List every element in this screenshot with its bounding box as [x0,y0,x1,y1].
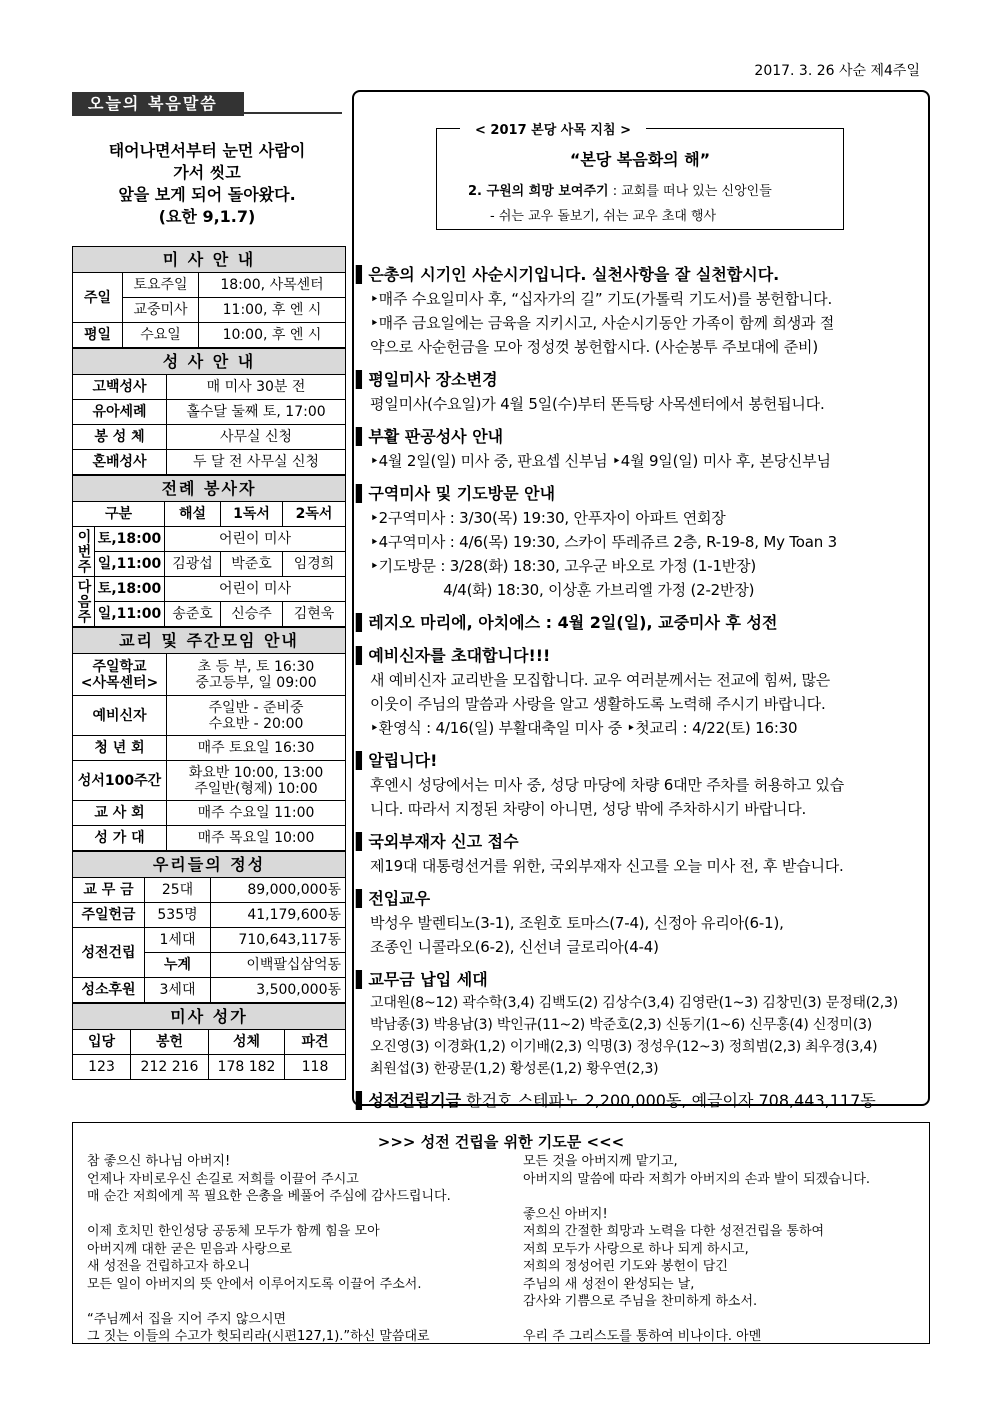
server-value: 김현욱 [283,602,346,627]
notice-heading: ▌ 국외부재자 신고 접수 [356,829,928,854]
tithe-line: 오진영(3) 이경화(1,2) 이기배(2,3) 익명(3) 정성우(12~3) 정희범(2,3) 최우경(3,4) [370,1039,878,1055]
notice-heading: ▌ 은총의 시기인 사순시기입니다. 실천사항을 잘 실천합시다. [356,262,928,287]
pastoral-guide-line [468,180,772,199]
sacrament-name: 유아세례 [73,400,167,425]
prayer-line [87,1293,517,1311]
education-value-line: 화요반 10:00, 13:00 [188,764,324,781]
prayer-line: 저희 모두가 사랑으로 하나 되게 하시고, [523,1241,749,1257]
education-name: 예비신자 [73,696,167,736]
education-value: 매주 수요일 11:00 [167,801,346,826]
prayer-line: 모든 일이 아버지의 뜻 안에서 이루어지도록 이끌어 주소서. [87,1276,422,1292]
mass-time: 18:00, 사목센터 [199,273,346,298]
prayer-line: 아버지의 말씀에 따라 저희가 아버지의 손과 발이 되겠습니다. [523,1171,871,1187]
pastoral-guide-main: “본당 복음화의 해” [569,150,711,169]
education-value-line: 중고등부, 일 09:00 [195,674,317,691]
notice-heading: ▌ 평일미사 장소변경 [356,367,928,392]
server-value: 임경희 [283,552,346,577]
mass-time: 11:00, 후 엔 시 [199,298,346,323]
notice-heading: ▌ 구역미사 및 기도방문 안내 [356,481,928,506]
prayer-line: 주님의 새 성전이 완성되는 날, [523,1276,695,1292]
sacraments-table [72,374,346,475]
building-fund-heading: 성전건립기금 [368,1091,462,1110]
education-table [72,653,346,851]
prayer-line: 감사와 기쁨으로 주님을 찬미하게 하소서. [523,1294,758,1309]
servers-table [72,501,346,627]
offering-amount: 710,643,117동 [211,928,346,953]
server-slot: 일,11:00 [95,552,165,577]
notice-line: 새 예비신자 교리반을 모집합니다. 교우 여러분께서는 전교에 힘써, 많은 [370,671,831,689]
notice-line: ‣4월 2일(일) 미사 중, 판요셉 신부님 ‣4월 9일(일) 미사 후, 본당신부님 [370,452,831,470]
prayer-title: >>> 성전 건립을 위한 기도문 <<< [377,1133,625,1151]
notice-line: ‣2구역미사 : 3/30(목) 19:30, 안푸자이 아파트 연회장 [370,509,726,527]
pastoral-guide-title: < 2017 본당 사목 지침 > [460,119,646,138]
offering-amount: 3,500,000동 [211,978,346,1003]
sacraments-title: 성 사 안 내 [72,348,346,374]
notice-heading: ▌ 알립니다! [356,748,928,773]
servers-header: 2독서 [283,502,346,527]
hymns-title: 미사 성가 [72,1003,346,1029]
gospel-line: 가서 씻고 [173,163,241,182]
hymn-header: 봉헌 [131,1030,209,1055]
sacrament-value: 두 달 전 사무실 신청 [167,450,346,475]
hymn-number: 212 216 [131,1055,209,1080]
gospel-header-rule [244,112,342,114]
servers-header: 구분 [73,502,165,527]
hymn-number: 118 [285,1055,346,1080]
notice-heading: ▌ 레지오 마리에, 아치에스 : 4월 2일(일), 교중미사 후 성전 [356,610,928,635]
education-value [167,761,346,801]
servers-header: 1독서 [221,502,283,527]
servers-title: 전례 봉사자 [72,475,346,501]
prayer-line: 그 짓는 이들의 수고가 헛되리라(시편127,1).”하신 말씀대로 [87,1329,430,1344]
education-value-line: 주일반(형제) 10:00 [194,780,318,797]
notice-line: 이웃이 주님의 말씀과 사랑을 알고 생활하도록 노력해 주시기 바랍니다. [370,695,826,713]
prayer-line: 언제나 자비로우신 손길로 저희를 이끌어 주시고 [87,1171,359,1187]
education-value: 매주 목요일 10:00 [167,826,346,851]
notice-line: 약으로 사순헌금을 모아 정성껏 봉헌합시다. (사순봉투 주보대에 준비) [370,338,818,356]
education-name: 교 사 회 [73,801,167,826]
education-value [167,654,346,696]
info-tables [72,246,346,1080]
prayer-line: 저희의 간절한 희망과 노력을 다한 성전건립을 통하여 [523,1224,825,1239]
offering-name: 성전건립 [73,928,145,978]
education-name: 성서100주간 [73,761,167,801]
education-value-line: 주일반 - 준비중 [208,699,304,716]
hymns-table [72,1029,346,1080]
offerings-table [72,877,346,1003]
notice-heading: ▌ 부활 판공성사 안내 [356,424,928,449]
mass-time: 10:00, 후 엔 시 [199,323,346,348]
notice-line: 제19대 대통령선거를 위한, 국외부재자 신고를 오늘 미사 전, 후 받습니다. [370,857,844,875]
pastoral-guide-point: 2. 구원의 희망 보여주기 [468,184,609,199]
server-slot: 일,11:00 [95,602,165,627]
mass-name: 수요일 [123,323,199,348]
server-value: 신승주 [221,602,283,627]
sacrament-value: 홀수달 둘째 토, 17:00 [167,400,346,425]
server-slot: 토,18:00 [95,577,165,602]
prayer-line: 좋으신 아버지! [523,1206,608,1222]
pastoral-guide-line: - 쉬는 교우 돌보기, 쉬는 교우 초대 행사 [490,209,717,224]
prayer-line: 모든 것을 아버지께 맡기고, [523,1154,678,1169]
gospel-line: 태어나면서부터 눈먼 사람이 [108,141,306,160]
education-name-line: <사목센터> [80,674,159,691]
prayer-line: 참 좋으신 하나님 아버지! [87,1154,231,1169]
offering-name: 성소후원 [73,978,145,1003]
education-value: 매주 토요일 16:30 [167,736,346,761]
bulletin-date: 2017. 3. 26 사순 제4주일 [754,63,920,79]
prayer-left-column [87,1153,517,1346]
notice-heading: ▌ 교무금 납입 세대 [356,967,928,992]
notice-heading: ▌ 전입교우 [356,886,928,911]
education-name [73,654,167,696]
sacrament-value: 사무실 신청 [167,425,346,450]
prayer-line: 새 성전을 건립하고자 하오니 [87,1259,251,1274]
offering-name: 주일헌금 [73,903,145,928]
pastoral-guide-detail: : 교회를 떠나 있는 신앙인들 [608,184,772,199]
prayer-line: 매 순간 저희에게 꼭 필요한 은총을 베풀어 주심에 감사드립니다. [87,1189,451,1204]
mass-weekday-label: 평일 [73,323,123,348]
prayer-line [87,1206,517,1224]
notice-line: ‣매주 금요일에는 금육을 지키시고, 사순시기동안 가족이 함께 희생과 절 [370,314,835,332]
building-fund-text: 한건호 스테파노 2,200,000동, 예금이자 708,443,117동 [461,1091,876,1110]
mass-sunday-label: 주일 [73,273,123,323]
offering-count: 535명 [145,903,211,928]
prayer-line [523,1311,923,1329]
prayer-line: 아버지께 대한 굳은 믿음과 사랑으로 [87,1241,292,1257]
notice-line: 평일미사(수요일)가 4월 5일(수)부터 똔득탕 사목센터에서 봉헌됩니다. [370,395,825,413]
server-value: 김광섭 [165,552,221,577]
notice-line: ‣환영식 : 4/16(일) 부활대축일 미사 중 ‣첫교리 : 4/22(토) 16:30 [370,719,798,737]
hymn-header: 파견 [285,1030,346,1055]
building-fund [356,1088,928,1113]
offering-count: 25대 [145,878,211,903]
offerings-title: 우리들의 정성 [72,851,346,877]
notice-line: 박성우 발렌티노(3-1), 조원호 토마스(7-4), 신정아 유리아(6-1), [370,914,784,932]
education-name: 청 년 회 [73,736,167,761]
prayer-right-column [523,1153,923,1346]
server-value: 어린이 미사 [165,577,346,602]
tithe-line: 최원섭(3) 한광문(1,2) 황성론(1,2) 황우연(2,3) [370,1061,659,1077]
notice-line: ‣기도방문 : 3/28(화) 18:30, 고우군 바오로 가정 (1-1반장) [370,557,757,575]
education-title: 교리 및 주간모임 안내 [72,627,346,653]
mass-table [72,272,346,348]
education-name: 성 가 대 [73,826,167,851]
prayer-line: 이제 호치민 한인성당 공동체 모두가 함께 힘을 모아 [87,1224,380,1239]
offering-count: 1세대 [145,928,211,953]
notice-line: 4/4(화) 18:30, 이상훈 가브리엘 가정 (2-2반장) [370,581,755,599]
notice-list [356,262,928,1113]
notice-heading: ▌ 예비신자를 초대합니다!!! [356,643,928,668]
prayer-box [72,1122,930,1344]
offering-count: 누계 [145,953,211,978]
server-value: 어린이 미사 [165,527,346,552]
gospel-verse [72,140,342,228]
education-value [167,696,346,736]
this-week-label: 이번주 [73,527,95,577]
tithe-line: 박남종(3) 박용남(3) 박인규(11~2) 박준호(2,3) 신동기(1~6) 신무홍(4) 신정미(3) [370,1017,873,1033]
tithe-line: 고대원(8~12) 곽수학(3,4) 김백도(2) 김상수(3,4) 김영란(1~3) 김창민(3) 문정태(2,3) [370,995,898,1011]
prayer-line: “주님께서 집을 지어 주지 않으시면 [87,1311,287,1327]
offering-count: 3세대 [145,978,211,1003]
hymn-header: 입당 [73,1030,131,1055]
notice-line: ‣매주 수요일미사 후, “십자가의 길” 기도(가톨릭 기도서)를 봉헌합니다. [370,290,833,308]
hymn-number: 178 182 [209,1055,285,1080]
mass-title: 미 사 안 내 [72,246,346,272]
server-slot: 토,18:00 [95,527,165,552]
servers-header: 해설 [165,502,221,527]
notice-line: 조종인 니콜라오(6-2), 신선녀 글로리아(4-4) [370,938,659,956]
gospel-line: 앞을 보게 되어 돌아왔다. [118,185,296,204]
gospel-header [72,92,342,116]
offering-amount: 41,179,600동 [211,903,346,928]
offering-name: 교 무 금 [73,878,145,903]
sacrament-name: 봉 성 체 [73,425,167,450]
mass-name: 교중미사 [123,298,199,323]
next-week-label: 다음주 [73,577,95,627]
hymn-header: 성체 [209,1030,285,1055]
prayer-line: 우리 주 그리스도를 통하여 비나이다. 아멘 [523,1329,762,1344]
server-value: 박준호 [221,552,283,577]
hymn-number: 123 [73,1055,131,1080]
prayer-line [523,1188,923,1206]
sacrament-value: 매 미사 30분 전 [167,375,346,400]
education-name-line: 주일학교 [92,658,147,675]
prayer-line: 저희의 정성어린 기도와 봉헌이 담긴 [523,1259,728,1274]
gospel-line: (요한 9,1.7) [158,207,256,226]
notice-line: 니다. 따라서 지정된 차량이 아니면, 성당 밖에 주차하시기 바랍니다. [370,800,807,818]
server-value: 송준호 [165,602,221,627]
mass-name: 토요주일 [123,273,199,298]
sacrament-name: 고백성사 [73,375,167,400]
notice-line: ‣4구역미사 : 4/6(목) 19:30, 스카이 뚜레쥬르 2층, R-19-8, My Toan 3 [370,533,837,551]
offering-amount: 이백팔십삼억동 [211,953,346,978]
education-value-line: 수요반 - 20:00 [208,715,304,732]
education-value-line: 초 등 부, 토 16:30 [197,658,315,675]
notice-line: 후엔시 성당에서는 미사 중, 성당 마당에 차량 6대만 주차를 허용하고 있습 [370,776,845,794]
offering-amount: 89,000,000동 [211,878,346,903]
sacrament-name: 혼배성사 [73,450,167,475]
gospel-header-label: 오늘의 복음말씀 [72,92,244,116]
